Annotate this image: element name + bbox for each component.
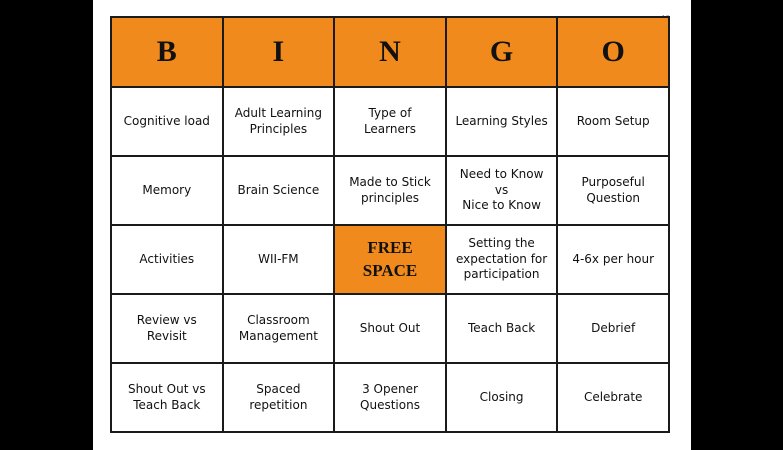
header-letter-i: I <box>224 18 334 86</box>
header-letter-n: N <box>335 18 445 86</box>
bingo-cell[interactable]: Brain Science <box>224 157 334 224</box>
bingo-cell[interactable]: Shout Out <box>335 295 445 362</box>
bingo-cell[interactable]: Type of Learners <box>335 88 445 155</box>
slide <box>93 0 691 450</box>
bingo-cell[interactable]: Spaced repetition <box>224 364 334 431</box>
bingo-cell[interactable]: Teach Back <box>447 295 557 362</box>
bingo-cell[interactable]: Debrief <box>558 295 668 362</box>
bingo-cell[interactable]: Review vs Revisit <box>112 295 222 362</box>
bingo-cell[interactable]: Purposeful Question <box>558 157 668 224</box>
bingo-cell[interactable]: WII-FM <box>224 226 334 293</box>
bingo-cell[interactable]: Cognitive load <box>112 88 222 155</box>
bingo-cell[interactable]: Classroom Management <box>224 295 334 362</box>
bingo-cell[interactable]: Activities <box>112 226 222 293</box>
bingo-cell[interactable]: 3 Opener Questions <box>335 364 445 431</box>
header-letter-b: B <box>112 18 222 86</box>
bingo-cell[interactable]: Memory <box>112 157 222 224</box>
bingo-cell[interactable]: Setting the expectation for participation <box>447 226 557 293</box>
header-letter-o: O <box>558 18 668 86</box>
bingo-cell[interactable]: Learning Styles <box>447 88 557 155</box>
bingo-card <box>110 16 670 433</box>
bingo-cell[interactable]: 4-6x per hour <box>558 226 668 293</box>
bingo-cell[interactable]: Adult Learning Principles <box>224 88 334 155</box>
header-letter-g: G <box>447 18 557 86</box>
bingo-cell[interactable]: Need to Know vs Nice to Know <box>447 157 557 224</box>
bingo-cell[interactable]: Made to Stick principles <box>335 157 445 224</box>
bingo-cell[interactable]: Room Setup <box>558 88 668 155</box>
bingo-cell[interactable]: Shout Out vs Teach Back <box>112 364 222 431</box>
bingo-cell[interactable]: Closing <box>447 364 557 431</box>
free-space-cell[interactable]: FREE SPACE <box>335 226 445 293</box>
bingo-cell[interactable]: Celebrate <box>558 364 668 431</box>
